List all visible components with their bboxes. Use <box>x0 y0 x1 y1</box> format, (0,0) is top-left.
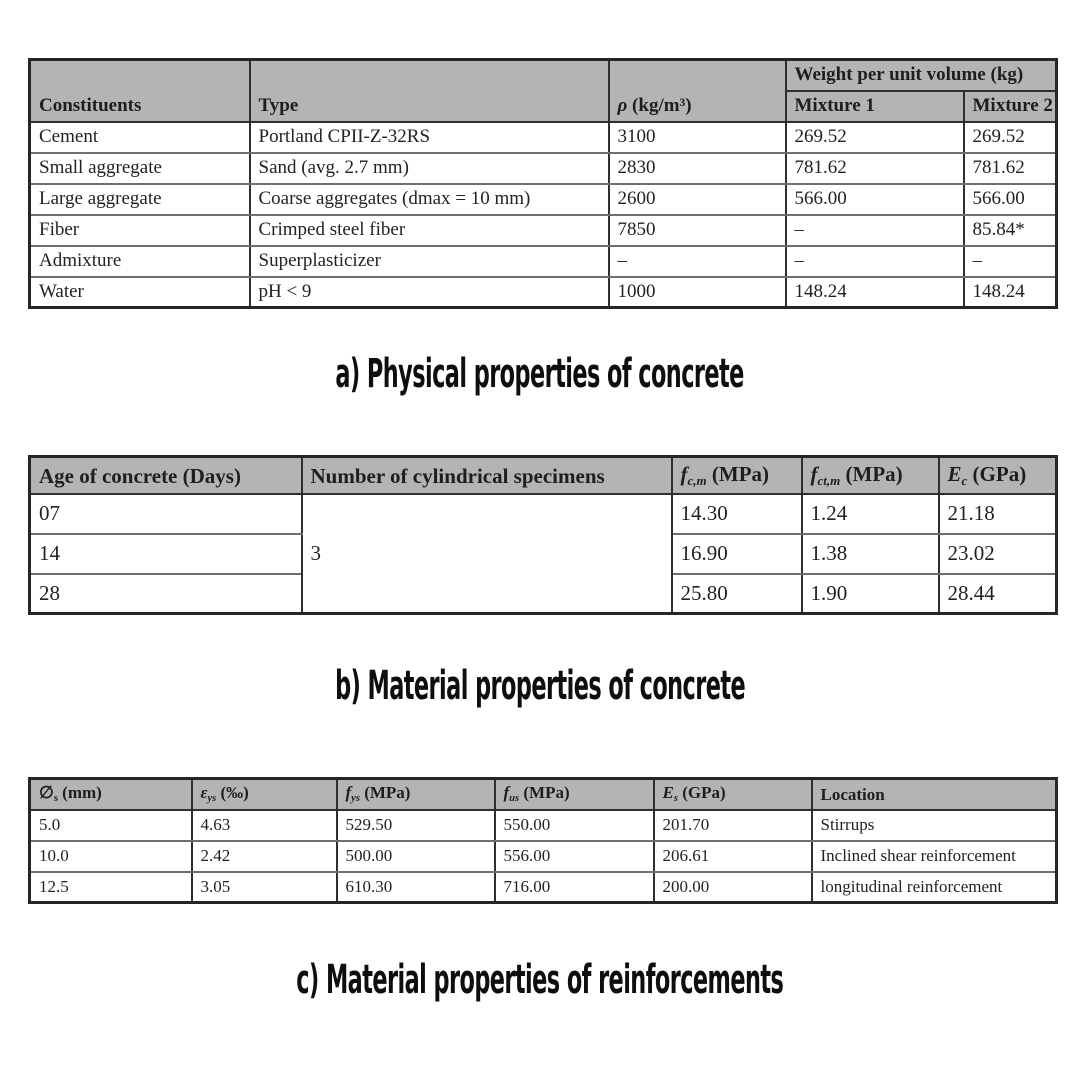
table-cell: 1.24 <box>802 494 939 534</box>
table-cell: 148.24 <box>786 277 964 308</box>
table-cell: 85.84* <box>964 215 1057 246</box>
header-fcm <box>672 457 802 494</box>
header-specimens: Number of cylindrical specimens <box>302 457 672 494</box>
table-cell: Inclined shear reinforcement <box>812 841 1057 872</box>
es-subscript: s <box>673 793 678 805</box>
table-cell: Fiber <box>30 215 250 246</box>
es-symbol: E <box>662 783 674 803</box>
specimens-count-cell: 3 <box>302 494 672 614</box>
table-cell: 566.00 <box>964 184 1057 215</box>
ec-unit: (GPa) <box>967 461 1027 486</box>
fcm-subscript: c,m <box>687 472 707 488</box>
table-cell: 2600 <box>609 184 786 215</box>
table-cell: 716.00 <box>495 872 654 903</box>
table-cell: pH < 9 <box>250 277 609 308</box>
table-cell: 28.44 <box>939 574 1057 614</box>
fctm-subscript: ct,m <box>817 472 841 488</box>
fus-subscript: us <box>509 793 520 805</box>
table-cell: 1000 <box>609 277 786 308</box>
ec-symbol: E <box>947 461 962 486</box>
physical-properties-table <box>28 58 1058 309</box>
header-eps <box>192 779 337 810</box>
header-weight-group: Weight per unit volume (kg) <box>786 60 1057 91</box>
table-cell: 2830 <box>609 153 786 184</box>
table-cell: 550.00 <box>495 810 654 841</box>
table-cell: Sand (avg. 2.7 mm) <box>250 153 609 184</box>
table-cell: 21.18 <box>939 494 1057 534</box>
table-row <box>30 872 1057 903</box>
table-cell: 1.90 <box>802 574 939 614</box>
table-cell: Superplasticizer <box>250 246 609 277</box>
table-row <box>30 153 1057 184</box>
table-cell: Water <box>30 277 250 308</box>
table-cell: Large aggregate <box>30 184 250 215</box>
table-cell: 3100 <box>609 122 786 153</box>
table-cell: 201.70 <box>654 810 812 841</box>
table-cell: Admixture <box>30 246 250 277</box>
header-mixture-2: Mixture 2 <box>964 91 1057 122</box>
fctm-symbol: f <box>810 461 818 486</box>
table-row <box>30 184 1057 215</box>
reinforcement-properties-table <box>28 777 1058 904</box>
table-cell: 529.50 <box>337 810 495 841</box>
concrete-material-properties-table <box>28 455 1058 615</box>
fys-unit: (MPa) <box>359 783 411 803</box>
table-cell: 07 <box>30 494 302 534</box>
caption-b <box>0 663 1080 709</box>
table-cell: – <box>609 246 786 277</box>
header-mixture-1: Mixture 1 <box>786 91 964 122</box>
header-fus <box>495 779 654 810</box>
table-cell: 4.63 <box>192 810 337 841</box>
eps-symbol: ε <box>200 783 208 803</box>
table-cell: Portland CPII-Z-32RS <box>250 122 609 153</box>
caption-c-text: c) Material properties of reinforcements <box>296 957 784 1003</box>
table-row <box>30 215 1057 246</box>
header-location: Location <box>812 779 1057 810</box>
caption-a-text: a) Physical properties of concrete <box>335 351 745 397</box>
table-row <box>30 246 1057 277</box>
table-cell: 10.0 <box>30 841 192 872</box>
table-row <box>30 122 1057 153</box>
rho-unit: (kg/m³) <box>627 94 692 116</box>
table-cell: 200.00 <box>654 872 812 903</box>
table-row <box>30 277 1057 308</box>
header-density <box>609 60 786 122</box>
table-cell: 1.38 <box>802 534 939 574</box>
table-cell: 12.5 <box>30 872 192 903</box>
table-cell: 23.02 <box>939 534 1057 574</box>
table-cell: 269.52 <box>964 122 1057 153</box>
table-cell: – <box>786 246 964 277</box>
table-cell: 610.30 <box>337 872 495 903</box>
table-cell: 206.61 <box>654 841 812 872</box>
fys-symbol: f <box>345 783 352 803</box>
table-cell: 2.42 <box>192 841 337 872</box>
ec-subscript: c <box>961 472 968 488</box>
diameter-subscript: s <box>53 793 58 805</box>
table-cell: 500.00 <box>337 841 495 872</box>
table-cell: Stirrups <box>812 810 1057 841</box>
table-cell: – <box>786 215 964 246</box>
table-cell: 7850 <box>609 215 786 246</box>
es-unit: (GPa) <box>677 783 726 803</box>
eps-unit: (‰) <box>216 783 249 803</box>
header-es <box>654 779 812 810</box>
caption-a <box>0 351 1080 397</box>
table-cell: 28 <box>30 574 302 614</box>
table-cell: longitudinal reinforcement <box>812 872 1057 903</box>
table-cell: 148.24 <box>964 277 1057 308</box>
table-cell: 781.62 <box>786 153 964 184</box>
table-cell: Cement <box>30 122 250 153</box>
eps-subscript: ys <box>207 793 217 805</box>
header-constituents: Constituents <box>30 60 250 122</box>
header-ec <box>939 457 1057 494</box>
fus-symbol: f <box>503 783 510 803</box>
table-row <box>30 841 1057 872</box>
caption-b-text: b) Material properties of concrete <box>334 663 746 709</box>
header-fctm <box>802 457 939 494</box>
caption-c <box>0 957 1080 1003</box>
table-cell: – <box>964 246 1057 277</box>
table-cell: Coarse aggregates (dmax = 10 mm) <box>250 184 609 215</box>
table-row <box>30 494 1057 534</box>
fcm-symbol: f <box>680 461 688 486</box>
rho-symbol: ρ <box>617 94 628 116</box>
fcm-unit: (MPa) <box>706 461 770 486</box>
fctm-unit: (MPa) <box>840 461 903 486</box>
table-cell: 269.52 <box>786 122 964 153</box>
table-cell: Crimped steel fiber <box>250 215 609 246</box>
table-cell: Small aggregate <box>30 153 250 184</box>
header-diameter <box>30 779 192 810</box>
table-cell: 5.0 <box>30 810 192 841</box>
diameter-unit: (mm) <box>57 783 102 803</box>
table-cell: 14.30 <box>672 494 802 534</box>
header-age: Age of concrete (Days) <box>30 457 302 494</box>
table-cell: 25.80 <box>672 574 802 614</box>
diameter-symbol: ∅ <box>39 783 54 803</box>
table-cell: 556.00 <box>495 841 654 872</box>
fys-subscript: ys <box>351 793 360 805</box>
header-fys <box>337 779 495 810</box>
table-cell: 566.00 <box>786 184 964 215</box>
fus-unit: (MPa) <box>519 783 570 803</box>
table-cell: 16.90 <box>672 534 802 574</box>
table-row <box>30 810 1057 841</box>
table-cell: 14 <box>30 534 302 574</box>
header-type: Type <box>250 60 609 122</box>
table-cell: 3.05 <box>192 872 337 903</box>
table-cell: 781.62 <box>964 153 1057 184</box>
